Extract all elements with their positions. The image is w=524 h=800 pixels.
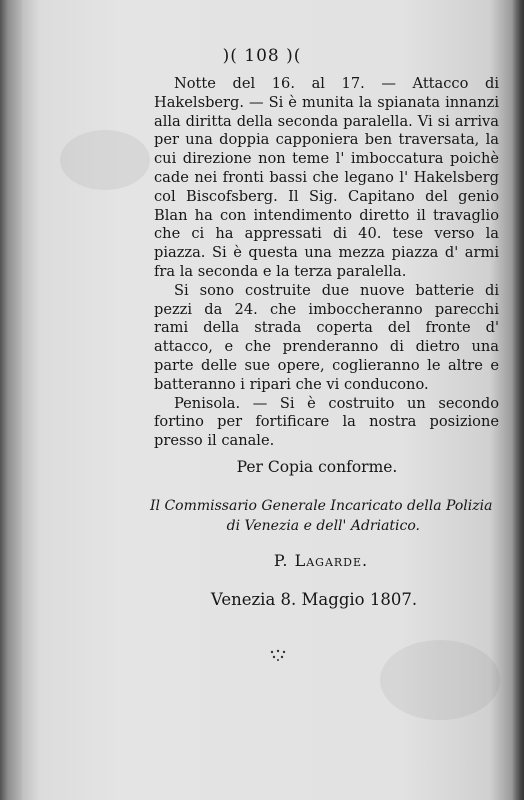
paragraph-hakelsberg [154, 75, 499, 282]
commissario-title [150, 496, 500, 536]
paragraph-text: Si sono costruite due nuove batterie di pezzi da 24. che imboccheranno parecchi rami della strada coperta del fronte d' attacco, e che prenderanno di dietro una parte delle sue opere, coglieranno le altre e batteranno i ripari che vi conducono. [154, 281, 499, 393]
binding-gutter [0, 0, 22, 800]
paper-stain [60, 130, 150, 190]
paragraph-text: Notte del 16. al 17. — Attacco di Hakelsberg. — Si è munita la spianata innanzi alla diritta della seconda paralella. Vi si arriva per una doppia capponiera ben traversata, la cui direzione non teme l' imboccatura poichè cade nei fronti bassi che legano l' Hakelsberg col Biscofsberg. Il Sig. Capitano del genio Blan ha con intendimento diretto il travaglio che ci ha appressati di 40. tese verso la piazza. Si è questa una mezza piazza d' armi fra la seconda e la terza paralella. [154, 75, 499, 280]
page-number: )( 108 )( [222, 46, 302, 66]
paragraph-text: Penisola. — Si è costruito un secondo fortino per fortificare la nostra posizione presso il canale. [154, 394, 499, 450]
commissario-line-2: di Venezia e dell' Adriatico. [226, 518, 420, 534]
page-edge-shadow [512, 0, 524, 800]
body-text [154, 75, 499, 451]
paragraph-batterie [154, 282, 499, 395]
paper-stain [380, 640, 500, 720]
commissario-line-1: Il Commissario Generale Incaricato della Polizia [150, 498, 493, 514]
ornament-icon [268, 648, 288, 662]
per-copia-line: Per Copia conforme. [236, 458, 398, 476]
signature: P. Lagarde. [273, 551, 369, 570]
dateline: Venezia 8. Maggio 1807. [210, 590, 418, 609]
paragraph-penisola [154, 395, 499, 451]
